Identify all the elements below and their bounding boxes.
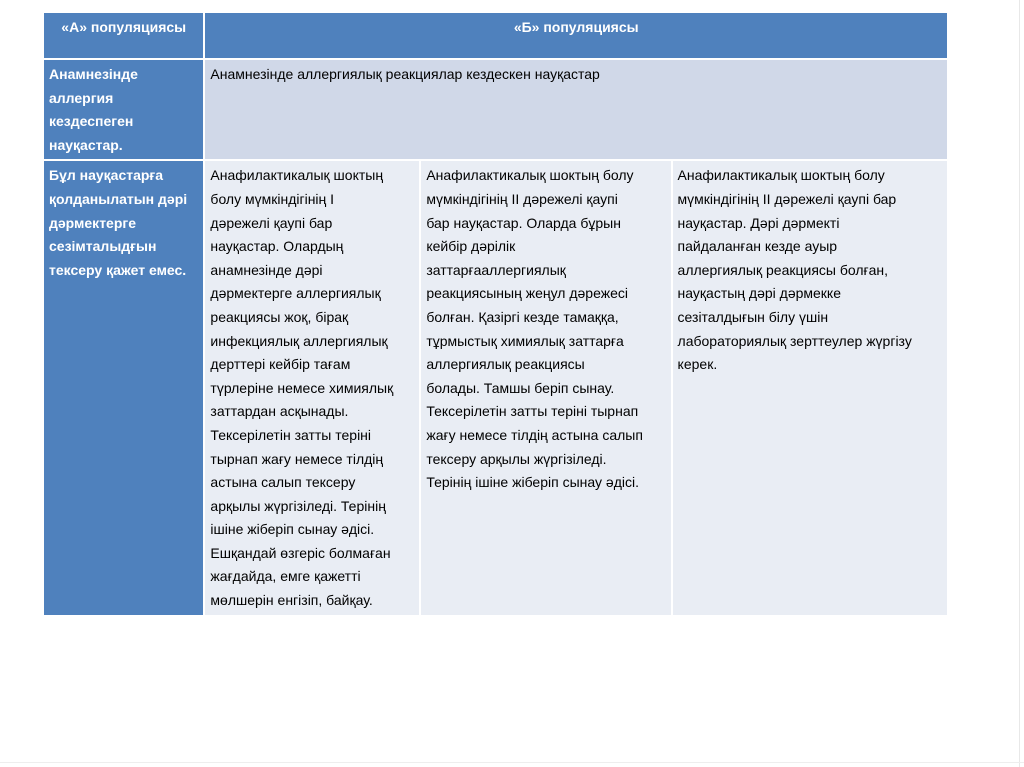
row-testing-b2-cell [420,160,671,615]
population-table [42,11,949,617]
table-row-history [43,59,948,160]
row-history-b-text: Анамнезінде аллергиялық реакциялар кездескен науқастар [210,66,600,82]
row-history-a-text: Анамнезінде аллергия кездеспеген науқастар. [49,66,138,153]
row-testing-b3-cell [672,160,948,615]
row-history-a-cell [43,59,204,160]
row-testing-b1-cell [204,160,420,615]
header-population-a [43,12,204,59]
risk-degree-1-text: Анафилактикалық шоктың болу мүмкіндігінің І дәрежелі қаупі бар науқастар. Олардың анамнезінде дәрі дәрмектерге аллергиялық реакциясы жоқ, бірақ инфекциялық аллергиялық дерттері кейбір тағам түрлеріне немесе химиялық заттардан асқынады. Тексерілетін затты теріні тырнап жағу немесе тілдің астына салып тексеру арқылы жүргізіледі. Терінің ішіне жіберіп сынау әдісі. Ешқандай өзгеріс болмаған жағдайда, емге қажетті мөлшерін енгізіп, байқау. [210,167,394,609]
risk-degree-2-severe-text: Анафилактикалық шоктың болу мүмкіндігінің ІІ дәрежелі қаупі бар науқастар. Дәрі дәрмекті пайдаланған кезде ауыр аллергиялық реакциясы болған, науқастың дәрі дәрмекке сезіталдығын білу үшін лабораториялық зерттеулер жүргізу керек. [677,167,912,373]
header-population-a-label: «А» популяциясы [61,19,187,35]
header-population-b-label: «Б» популяциясы [513,19,639,35]
header-row [43,12,948,59]
row-history-b-cell [204,59,948,160]
risk-degree-2-text: Анафилактикалық шоктың болу мүмкіндігінің ІІ дәрежелі қаупі бар науқастар. Оларда бұрын кейбір дәрілік заттарғааллергиялық реакциясының жеңул дәрежесі болған. Қазіргі кезде тамаққа, тұрмыстық химиялық заттарға аллергиялық реакциясы болады. Тамшы беріп сынау. Тексерілетін затты теріні тырнап жағу немесе тілдің астына салып тексеру арқылы жүргізіледі. Терінің ішіне жіберіп сынау әдісі. [426,167,643,491]
row-testing-a-text: Бұл науқастарға қолданылатын дәрі дәрмектерге сезімталыдғын тексеру қажет емес. [49,167,188,278]
slide-edge [0,762,1024,763]
slide-edge [1019,0,1020,767]
table-row-testing [43,160,948,615]
row-testing-a-cell [43,160,204,615]
header-population-b [204,12,948,59]
